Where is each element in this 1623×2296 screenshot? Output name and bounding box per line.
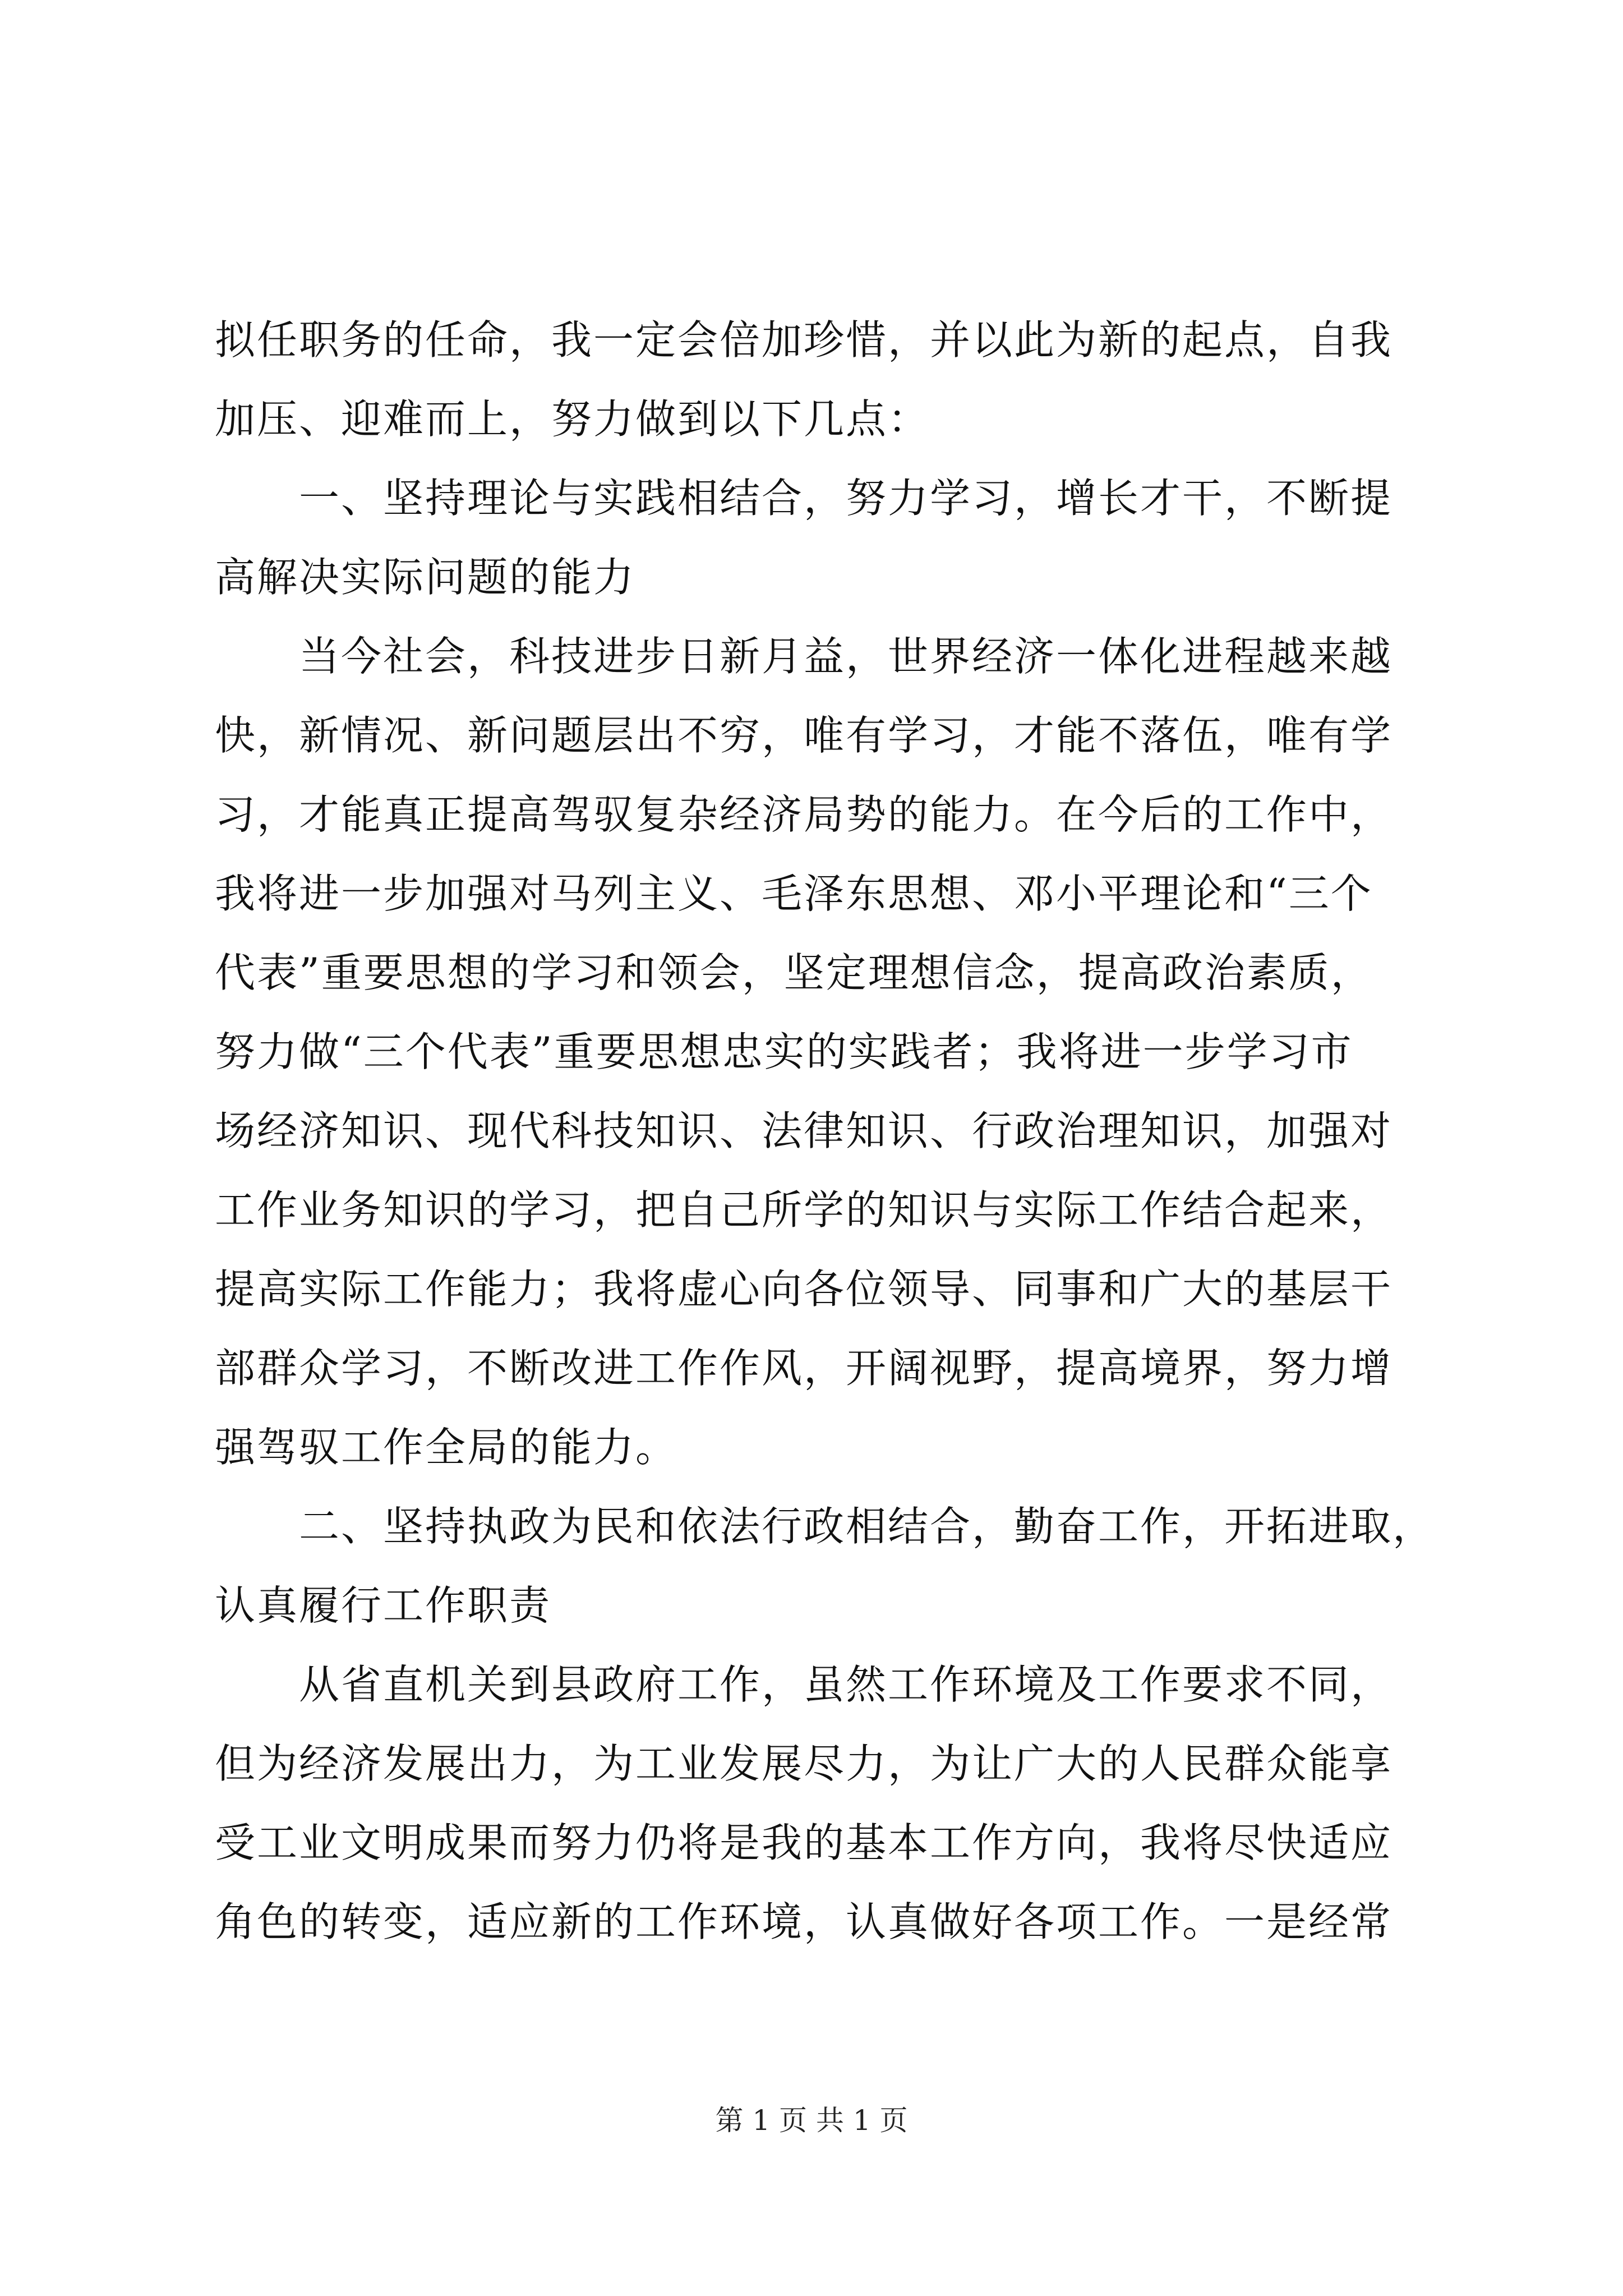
text-line: 场经济知识、现代科技知识、法律知识、行政治理知识，加强对 bbox=[215, 1107, 1393, 1154]
text-line: 当今社会，科技进步日新月益，世界经济一体化进程越来越 bbox=[215, 633, 1393, 680]
text-line: 快，新情况、新问题层出不穷，唯有学习，才能不落伍，唯有学 bbox=[215, 712, 1393, 759]
text-line: 工作业务知识的学习，把自己所学的知识与实际工作结合起来， bbox=[215, 1186, 1393, 1234]
text-line: 习，才能真正提高驾驭复杂经济局势的能力。在今后的工作中， bbox=[215, 791, 1393, 838]
text-line: 从省直机关到县政府工作，虽然工作环境及工作要求不同， bbox=[215, 1661, 1393, 1708]
section-heading-line: 高解决实际问题的能力 bbox=[215, 554, 636, 601]
section-heading-line: 一、坚持理论与实践相结合，努力学习，增长才干，不断提 bbox=[215, 475, 1393, 522]
section-heading-line: 认真履行工作职责 bbox=[215, 1582, 552, 1629]
text-line: 受工业文明成果而努力仍将是我的基本工作方向，我将尽快适应 bbox=[215, 1819, 1393, 1866]
text-line: 努力做“三个代表”重要思想忠实的实践者；我将进一步学习市 bbox=[215, 1028, 1353, 1075]
text-line: 部群众学习，不断改进工作作风，开阔视野，提高境界，努力增 bbox=[215, 1345, 1393, 1392]
text-line: 加压、迎难而上，努力做到以下几点： bbox=[215, 395, 930, 443]
text-line: 提高实际工作能力；我将虚心向各位领导、同事和广大的基层干 bbox=[215, 1266, 1393, 1313]
section-heading-line: 二、坚持执政为民和依法行政相结合，勤奋工作，开拓进取， bbox=[215, 1503, 1435, 1550]
text-line: 但为经济发展出力，为工业发展尽力，为让广大的人民群众能享 bbox=[215, 1740, 1393, 1787]
text-line: 代表”重要思想的学习和领会，坚定理想信念，提高政治素质， bbox=[215, 949, 1373, 996]
text-line: 强驾驭工作全局的能力。 bbox=[215, 1424, 678, 1471]
text-line: 拟任职务的任命，我一定会倍加珍惜，并以此为新的起点，自我 bbox=[215, 316, 1393, 364]
document-body bbox=[215, 301, 1435, 1962]
text-line: 角色的转变，适应新的工作环境，认真做好各项工作。一是经常 bbox=[215, 1898, 1393, 1945]
text-line: 我将进一步加强对马列主义、毛泽东思想、邓小平理论和“三个 bbox=[215, 870, 1373, 917]
page-number-footer: 第 1 页 共 1 页 bbox=[715, 2104, 908, 2137]
